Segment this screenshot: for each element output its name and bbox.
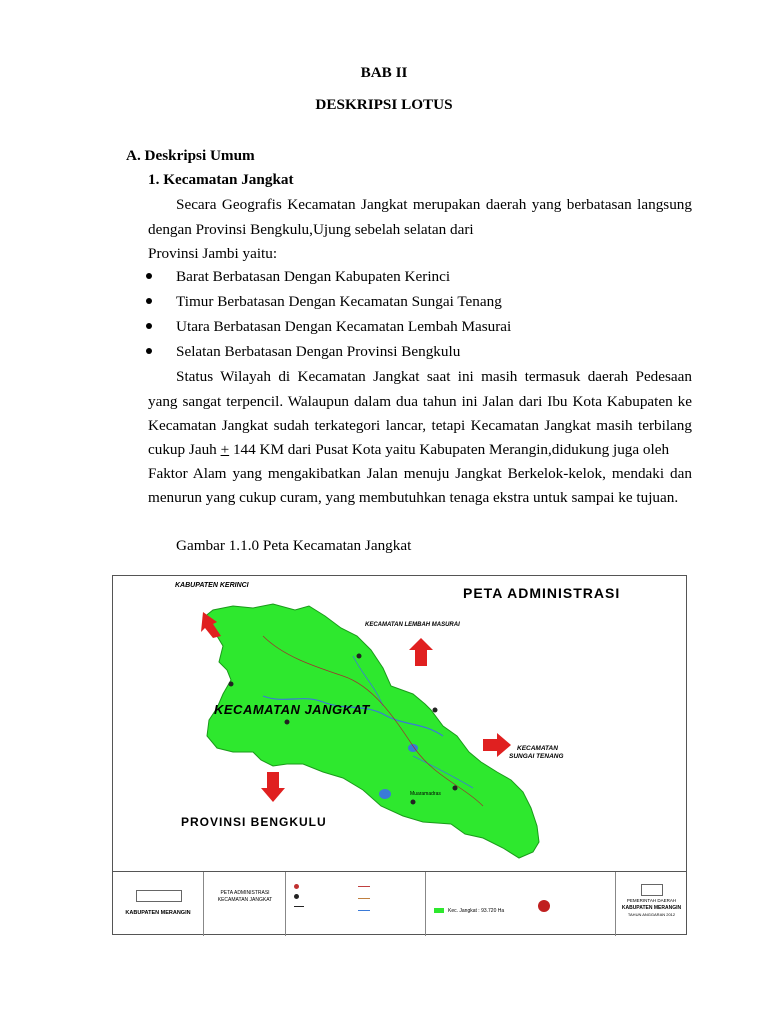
track-icon [358, 898, 370, 899]
section-heading: A. Deskripsi Umum [126, 147, 255, 164]
paragraph-2-line-2: yang sangat terpencil. Walaupun dalam dua tahun ini Jalan dari Ibu Kota Kabupaten ke [148, 393, 692, 410]
legend-area-cell [426, 872, 616, 936]
legend-gov-cell [616, 872, 687, 936]
label-provinsi-bengkulu: PROVINSI BENGKULU [181, 815, 327, 829]
label-lembah-masurai: KECAMATAN LEMBAH MASURAI [365, 622, 460, 628]
gov-logo-box [641, 884, 663, 896]
chapter-title: DESKRIPSI LOTUS [315, 96, 453, 113]
legend-gov-2: KABUPATEN MERANGIN [621, 905, 682, 911]
east-arrow [483, 733, 511, 757]
road-icon [358, 886, 370, 887]
legend-title-cell [204, 872, 286, 936]
village-marker [433, 708, 438, 713]
paragraph-2-line-4-start: cukup Jauh [148, 441, 221, 458]
lake-shape [379, 789, 391, 799]
village-marker [411, 800, 416, 805]
paragraph-1-line-3: Provinsi Jambi yaitu: [148, 245, 278, 262]
paragraph-2-line-3: Kecamatan Jangkat sudah terkategori lancar, tetapi Kecamatan Jangkat masih terbilang [148, 417, 692, 434]
paragraph-1-line-1: Secara Geografis Kecamatan Jangkat merupakan daerah yang berbatasan langsung [176, 196, 692, 213]
legend-peta-title-1: PETA ADMINISTRASI [220, 890, 270, 896]
village-marker [453, 786, 458, 791]
paragraph-2-line-5: Faktor Alam yang mengakibatkan Jalan menuju Jangkat Berkelok-kelok, mendaki dan [148, 465, 692, 482]
list-item: Utara Berbatasan Dengan Kecamatan Lembah Masurai [176, 318, 512, 335]
label-sungai-tenang-2: SUNGAI TENANG [509, 753, 564, 760]
north-arrow [409, 638, 433, 666]
label-kerinci: KABUPATEN KERINCI [175, 582, 249, 589]
legend-kabupaten: KABUPATEN MERANGIN [125, 910, 191, 916]
legend-logo-cell [112, 872, 204, 936]
paragraph-2-line-4 [148, 442, 692, 458]
area-swatch [434, 908, 444, 913]
logo-box [136, 890, 182, 902]
list-item: Timur Berbatasan Dengan Kecamatan Sungai Tenang [176, 293, 502, 310]
bullet-icon [146, 348, 152, 354]
figure-caption: Gambar 1.1.0 Peta Kecamatan Jangkat [176, 537, 412, 554]
legend-area: Kec. Jangkat : 93.720 Ha [448, 908, 505, 914]
legend-gov-3: TAHUN ANGGARAN 2012 [627, 912, 676, 917]
village-marker [357, 654, 362, 659]
paragraph-2-line-1: Status Wilayah di Kecamatan Jangkat saat ini masih termasuk daerah Pedesaan [176, 368, 692, 385]
village-marker [229, 682, 234, 687]
capital-icon [294, 884, 299, 889]
legend-gov-1: PEMERINTAH DAERAH [626, 898, 677, 903]
label-muaramadras: Muaramadras [410, 791, 441, 797]
label-sungai-tenang-1: KECAMATAN [517, 745, 558, 752]
legend-symbols-cell [286, 872, 426, 936]
bullet-icon [146, 298, 152, 304]
list-item: Barat Berbatasan Dengan Kabupaten Kerinci [176, 268, 451, 285]
map-legend [112, 871, 687, 936]
chapter-heading: BAB II [360, 64, 408, 81]
village-marker [285, 720, 290, 725]
bullet-icon [146, 273, 152, 279]
map-title: PETA ADMINISTRASI [463, 585, 621, 601]
paragraph-1-line-2: dengan Provinsi Bengkulu,Ujung sebelah selatan dari [148, 221, 474, 238]
subsection-heading: 1. Kecamatan Jangkat [148, 171, 294, 188]
compass-icon [538, 900, 550, 912]
paragraph-2-line-4-end: 144 KM dari Pusat Kota yaitu Kabupaten Merangin,didukung juga oleh [229, 441, 670, 458]
boundary-icon [294, 906, 304, 907]
south-arrow [261, 772, 285, 802]
legend-peta-title-2: KECAMATAN JANGKAT [217, 897, 273, 903]
bullet-icon [146, 323, 152, 329]
label-kecamatan-jangkat: KECAMATAN JANGKAT [214, 702, 370, 717]
village-icon [294, 894, 299, 899]
list-item: Selatan Berbatasan Dengan Provinsi Bengkulu [176, 343, 461, 360]
paragraph-2-line-6: menurun yang cukup curam, yang membutuhkan tenaga ekstra untuk sampai ke tujuan. [148, 489, 679, 506]
plus-minus-sign: + [220, 441, 230, 458]
river-icon [358, 910, 370, 911]
